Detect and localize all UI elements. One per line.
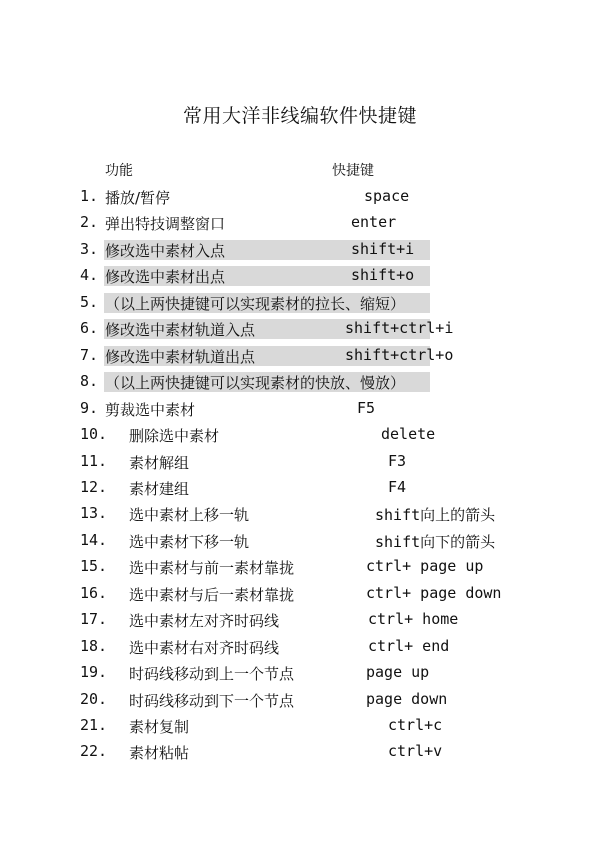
item-function: 选中素材上移一轨	[129, 506, 250, 525]
item-shortcut: shift+o	[351, 266, 415, 285]
item-shortcut: shift向下的箭头	[375, 532, 496, 551]
item-shortcut: F4	[388, 477, 407, 496]
item-shortcut: space	[364, 187, 410, 205]
list-item	[0, 501, 600, 527]
item-function: 选中素材与后一素材靠拢	[129, 585, 295, 604]
list-item	[0, 607, 600, 633]
list-item	[0, 687, 600, 713]
item-shortcut: shift向上的箭头	[375, 506, 496, 525]
page-title: 常用大洋非线编软件快捷键	[182, 105, 417, 127]
item-number: 20.	[80, 689, 108, 708]
header-function: 功能	[105, 163, 133, 179]
item-number: 6.	[80, 319, 99, 338]
item-function: 修改选中素材轨道入点	[105, 321, 256, 340]
item-number: 15.	[80, 557, 108, 576]
list-item	[0, 263, 600, 289]
item-number: 13.	[80, 504, 108, 523]
item-number: 19.	[80, 663, 108, 682]
item-number: 11.	[80, 451, 108, 470]
list-item	[0, 210, 600, 236]
item-number: 3.	[80, 239, 99, 258]
list-item	[0, 343, 600, 369]
list-item	[0, 660, 600, 686]
list-item	[0, 634, 600, 660]
item-function: 素材解组	[129, 453, 190, 472]
item-function: 修改选中素材出点	[105, 268, 226, 287]
item-function: 选中素材右对齐时码线	[129, 638, 280, 657]
item-function: 素材建组	[129, 479, 190, 498]
item-function: 素材复制	[129, 718, 190, 736]
item-function: 素材粘帖	[129, 744, 190, 763]
list-item	[0, 184, 600, 210]
list-item	[0, 396, 600, 422]
item-function: 删除选中素材	[129, 427, 220, 446]
list-item	[0, 290, 600, 316]
item-function: （以上两快捷键可以实现素材的拉长、缩短）	[105, 294, 406, 313]
item-shortcut: page down	[366, 689, 448, 708]
item-function: 选中素材左对齐时码线	[129, 612, 280, 631]
item-function: 播放/暂停	[105, 189, 171, 207]
list-item	[0, 237, 600, 263]
item-shortcut: ctrl+c	[388, 716, 443, 734]
item-number: 8.	[80, 372, 99, 391]
item-number: 2.	[80, 213, 99, 232]
list-item	[0, 475, 600, 501]
list-item	[0, 528, 600, 554]
item-shortcut: F5	[357, 398, 376, 417]
item-shortcut: delete	[381, 425, 436, 444]
list-item	[0, 554, 600, 580]
list-item	[0, 739, 600, 765]
item-shortcut: ctrl+ end	[368, 636, 450, 655]
item-number: 4.	[80, 266, 99, 285]
item-number: 21.	[80, 716, 108, 734]
item-function: 弹出特技调整窗口	[105, 215, 226, 234]
item-shortcut: ctrl+ page down	[366, 583, 502, 602]
list-item	[0, 369, 600, 395]
item-number: 10.	[80, 425, 108, 444]
item-shortcut: enter	[351, 213, 397, 232]
item-shortcut: shift+ctrl+i	[345, 319, 454, 338]
item-number: 17.	[80, 610, 108, 629]
list-item	[0, 422, 600, 448]
list-item	[0, 449, 600, 475]
item-function: 修改选中素材轨道出点	[105, 347, 256, 366]
item-function: 修改选中素材入点	[105, 241, 226, 260]
item-function: 选中素材下移一轨	[129, 532, 250, 551]
list-item	[0, 316, 600, 342]
item-number: 5.	[80, 292, 99, 311]
item-function: 时码线移动到下一个节点	[129, 691, 295, 710]
item-shortcut: F3	[388, 451, 407, 470]
item-number: 22.	[80, 742, 108, 761]
item-shortcut: shift+ctrl+o	[345, 345, 454, 364]
item-shortcut: shift+i	[351, 239, 415, 258]
list-item	[0, 581, 600, 607]
item-function: （以上两快捷键可以实现素材的快放、慢放）	[105, 374, 406, 393]
item-number: 18.	[80, 636, 108, 655]
item-number: 16.	[80, 583, 108, 602]
item-shortcut: ctrl+ page up	[366, 557, 484, 576]
item-function: 剪裁选中素材	[105, 400, 196, 419]
list-item	[0, 713, 600, 739]
item-function: 时码线移动到上一个节点	[129, 665, 295, 684]
item-number: 7.	[80, 345, 99, 364]
header-shortcut: 快捷键	[332, 163, 374, 179]
item-number: 14.	[80, 530, 108, 549]
item-shortcut: page up	[366, 663, 430, 682]
item-number: 9.	[80, 398, 99, 417]
item-number: 12.	[80, 477, 108, 496]
item-shortcut: ctrl+v	[388, 742, 443, 761]
item-number: 1.	[80, 187, 99, 205]
item-function: 选中素材与前一素材靠拢	[129, 559, 295, 578]
item-shortcut: ctrl+ home	[368, 610, 459, 629]
